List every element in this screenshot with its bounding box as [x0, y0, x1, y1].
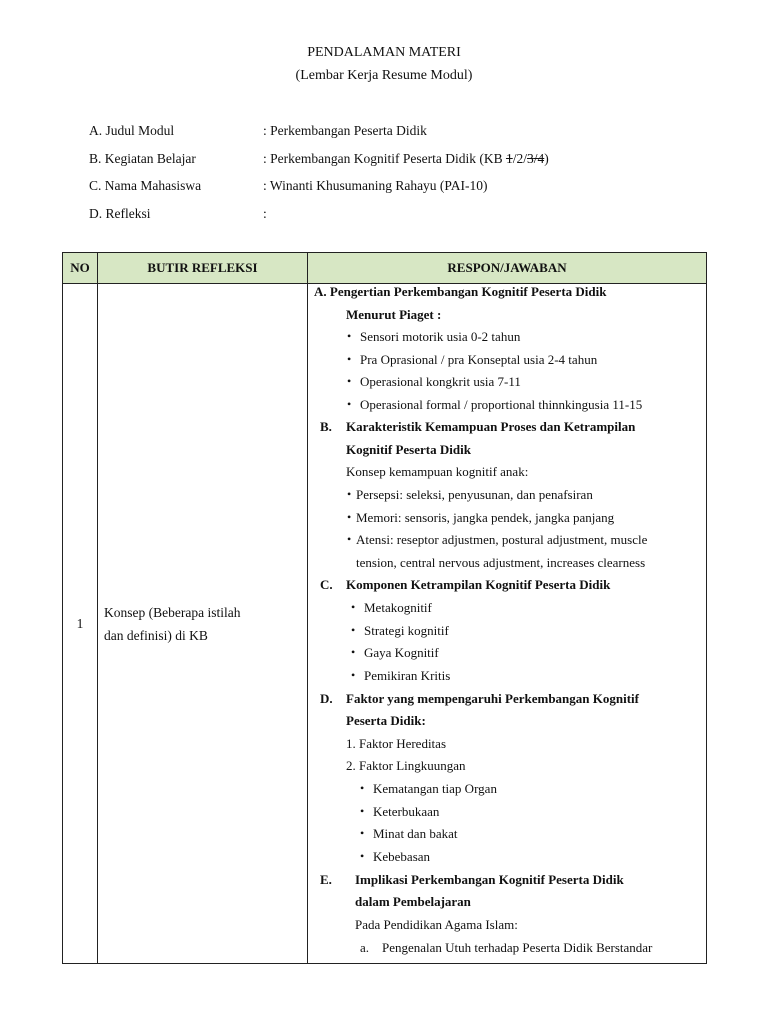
- kb-slash: /: [523, 150, 527, 166]
- kb-4-struck: 4: [537, 150, 545, 166]
- section-d-heading-cont: Peserta Didik:: [346, 713, 426, 728]
- section-e-heading-cont: dalam Pembelajaran: [355, 894, 471, 909]
- list-item: • Persepsi: seleksi, penyusunan, dan penafsiran: [347, 487, 593, 502]
- kb-prefix: : Perkembangan Kognitif Peserta Didik (KB: [263, 150, 506, 166]
- bullet-icon: •: [347, 510, 352, 524]
- page-subtitle: (Lembar Kerja Resume Modul): [295, 68, 473, 83]
- meta-value: : Winanti Khusumaning Rahayu (PAI-10): [263, 178, 488, 193]
- numbered-item: 1. Faktor Hereditas: [346, 736, 447, 751]
- kb-2: 2: [516, 150, 524, 166]
- bullet-icon: •: [347, 397, 352, 411]
- kb-slash-struck: /: [533, 150, 538, 166]
- header-no: NO: [63, 253, 98, 284]
- header-butir: BUTIR REFLEKSI: [98, 253, 308, 284]
- list-letter: a.: [360, 940, 370, 955]
- list-item: • Keterbukaan: [360, 804, 440, 819]
- kb-1-struck: 1: [505, 150, 513, 166]
- section-b-heading-cont: Kognitif Peserta Didik: [346, 442, 471, 457]
- response-cell: [308, 284, 707, 964]
- list-item: • Kematangan tiap Organ: [360, 781, 497, 796]
- meta-value: :: [263, 205, 267, 221]
- list-item: Pengenalan Utuh terhadap Peserta Didik Berstandar: [382, 940, 653, 955]
- section-b-heading: Karakteristik Kemampuan Proses dan Ketrampilan: [346, 419, 636, 434]
- meta-label: C. Nama Mahasiswa: [89, 178, 202, 193]
- list-item: • Operasional kongkrit usia 7-11: [347, 374, 521, 389]
- butir-cell: [98, 284, 308, 964]
- table-row: [63, 284, 707, 964]
- meta-value-kb: [263, 151, 549, 167]
- reflection-table: [62, 252, 707, 964]
- section-letter: E.: [320, 872, 332, 887]
- section-c-heading: Komponen Ketrampilan Kognitif Peserta Didik: [346, 577, 611, 592]
- kb-3-struck: 3: [527, 150, 534, 166]
- bullet-icon: •: [351, 600, 356, 614]
- meta-label: D. Refleksi: [89, 205, 151, 221]
- row-number: 1: [63, 284, 98, 964]
- section-letter: D.: [320, 691, 333, 706]
- bullet-icon: •: [360, 781, 365, 795]
- section-e-heading: Implikasi Perkembangan Kognitif Peserta Didik: [355, 872, 624, 887]
- bullet-icon: •: [351, 645, 356, 659]
- list-item: • Pemikiran Kritis: [351, 668, 451, 683]
- section-a-sub: Menurut Piaget :: [346, 307, 442, 322]
- list-item: • Operasional formal / proportional thinnkingusia 11-15: [347, 397, 643, 412]
- list-item: • Memori: sensoris, jangka pendek, jangka panjang: [347, 510, 615, 525]
- section-a-heading: A. Pengertian Perkembangan Kognitif Peserta Didik: [314, 284, 607, 299]
- section-letter: B.: [320, 419, 332, 434]
- bullet-icon: •: [351, 623, 356, 637]
- section-d-heading: Faktor yang mempengaruhi Perkembangan Kognitif: [346, 691, 639, 706]
- meta-label: A. Judul Modul: [89, 123, 175, 138]
- section-b-text: Konsep kemampuan kognitif anak:: [346, 464, 529, 479]
- list-item-cont: tension, central nervous adjustment, increases clearness: [356, 555, 646, 570]
- butir-line: Konsep (Beberapa istilah: [104, 604, 241, 620]
- bullet-icon: •: [347, 329, 352, 343]
- kb-slash: /: [512, 150, 517, 166]
- butir-line: dan definisi) di KB: [104, 627, 208, 643]
- bullet-icon: •: [351, 668, 356, 682]
- list-item: • Strategi kognitif: [351, 623, 449, 638]
- list-item: • Sensori motorik usia 0-2 tahun: [347, 329, 521, 344]
- bullet-icon: •: [347, 374, 352, 388]
- section-letter: C.: [320, 577, 333, 592]
- bullet-icon: •: [360, 826, 365, 840]
- bullet-icon: •: [347, 487, 352, 501]
- page-title: PENDALAMAN MATERI: [307, 45, 461, 60]
- list-item: • Gaya Kognitif: [351, 645, 439, 660]
- meta-label: B. Kegiatan Belajar: [89, 150, 196, 166]
- section-e-text: Pada Pendidikan Agama Islam:: [355, 917, 518, 932]
- list-item: • Minat dan bakat: [360, 826, 458, 841]
- kb-suffix: ): [544, 150, 549, 166]
- bullet-icon: •: [360, 849, 365, 863]
- list-item: • Atensi: reseptor adjustmen, postural adjustment, muscle: [347, 532, 648, 547]
- header-respon: RESPON/JAWABAN: [308, 253, 707, 284]
- list-item: • Pra Oprasional / pra Konseptal usia 2-4 tahun: [347, 352, 598, 367]
- table-header-row: [63, 253, 707, 284]
- bullet-icon: •: [347, 532, 352, 546]
- list-item: • Metakognitif: [351, 600, 432, 615]
- numbered-item: 2. Faktor Lingkuungan: [346, 758, 466, 773]
- bullet-icon: •: [360, 804, 365, 818]
- list-item: • Kebebasan: [360, 849, 431, 864]
- meta-value: : Perkembangan Peserta Didik: [263, 123, 427, 138]
- bullet-icon: •: [347, 352, 352, 366]
